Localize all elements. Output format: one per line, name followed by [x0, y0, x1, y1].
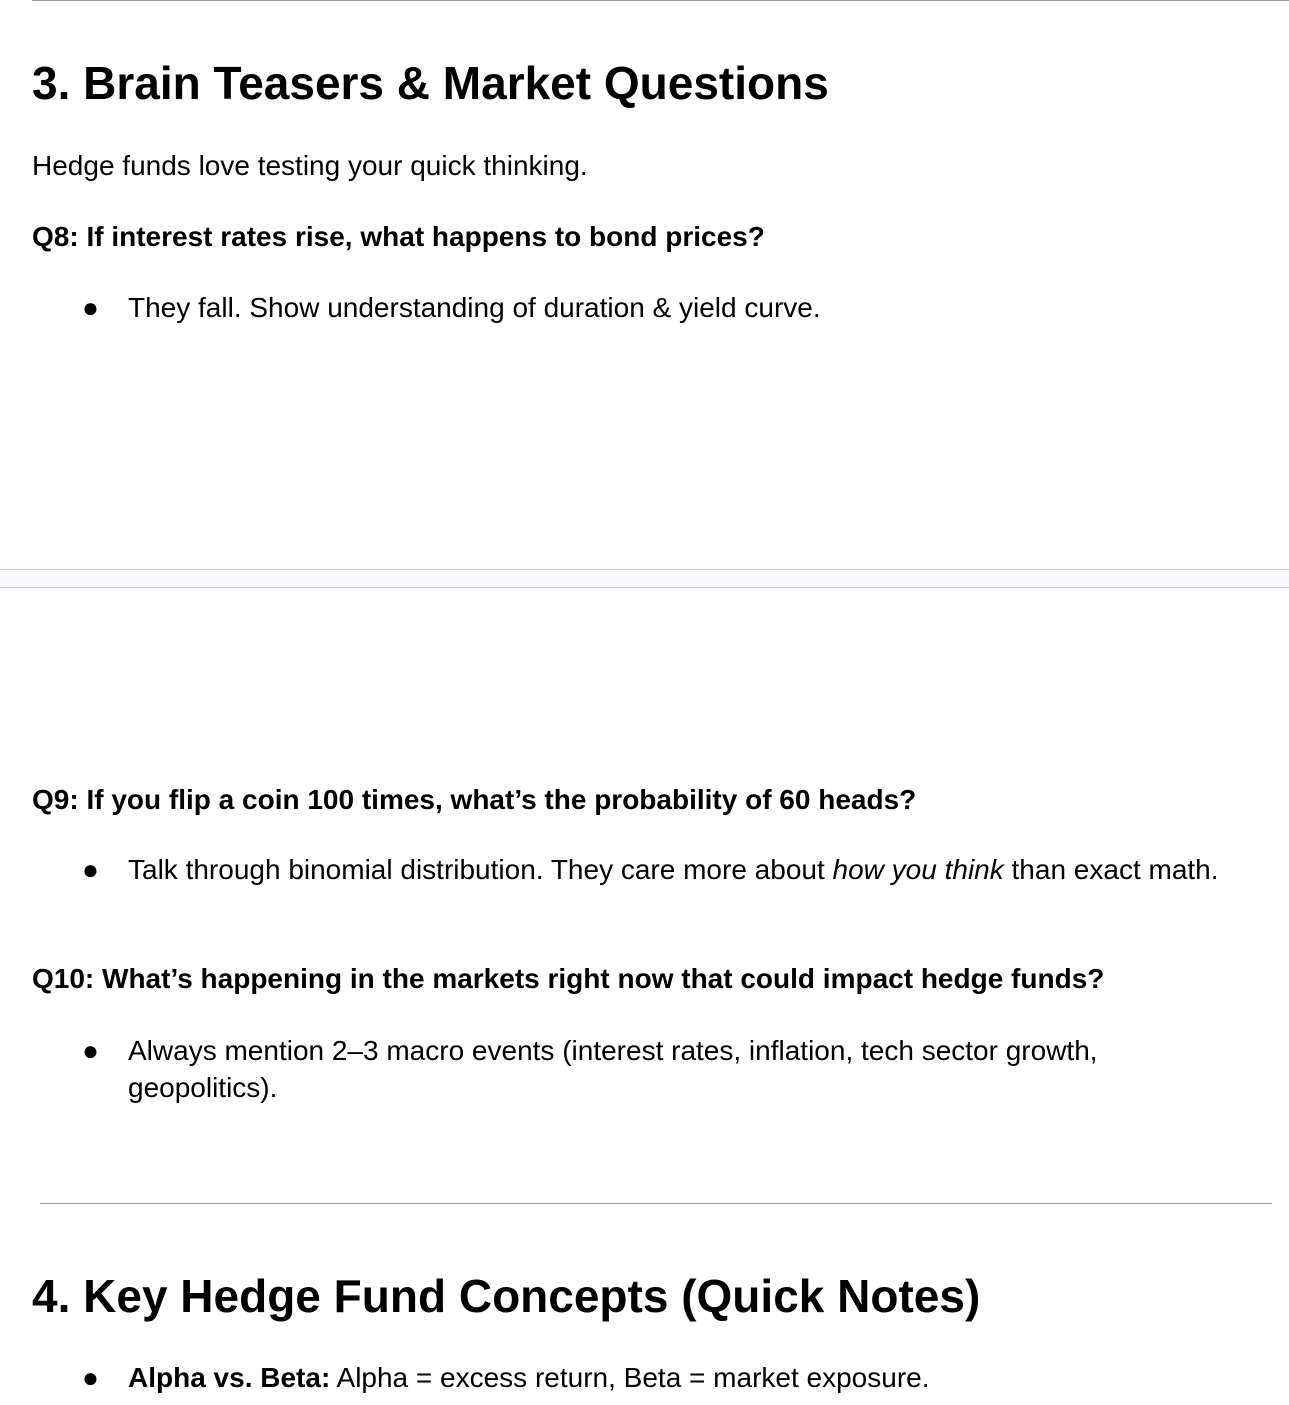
section-3-heading: 3. Brain Teasers & Market Questions	[32, 57, 829, 109]
section-4-heading: 4. Key Hedge Fund Concepts (Quick Notes)	[32, 1270, 981, 1322]
page-break	[0, 569, 1289, 588]
question-q10: Q10: What’s happening in the markets right now that could impact hedge funds?	[32, 963, 1105, 994]
bullet-icon: ●	[82, 292, 99, 323]
bullet-icon: ●	[82, 854, 99, 885]
page-top-rule	[32, 0, 1289, 1]
answer-q9-emphasis: how you think	[832, 854, 1004, 885]
concept-text	[128, 1359, 1278, 1396]
question-q9: Q9: If you flip a coin 100 times, what’s the probability of 60 heads?	[32, 784, 917, 815]
answer-q8-text: They fall. Show understanding of duration & yield curve.	[128, 292, 821, 323]
answer-q9-text-end: than exact math.	[1003, 854, 1219, 885]
section-3-intro: Hedge funds love testing your quick thinking.	[32, 150, 588, 181]
question-q8: Q8: If interest rates rise, what happens to bond prices?	[32, 221, 765, 252]
bullet-icon: ●	[82, 1362, 99, 1393]
answer-q9-text	[128, 851, 1278, 888]
horizontal-rule	[40, 1203, 1272, 1204]
concept-definition: Alpha = excess return, Beta = market exposure.	[330, 1362, 930, 1393]
concept-term: Alpha vs. Beta:	[128, 1362, 331, 1393]
answer-q10-text: Always mention 2–3 macro events (interest rates, inflation, tech sector growth, geopolitics).	[128, 1035, 1098, 1103]
answer-q9-text-start: Talk through binomial distribution. They care more about	[128, 854, 833, 885]
bullet-icon: ●	[82, 1035, 99, 1066]
